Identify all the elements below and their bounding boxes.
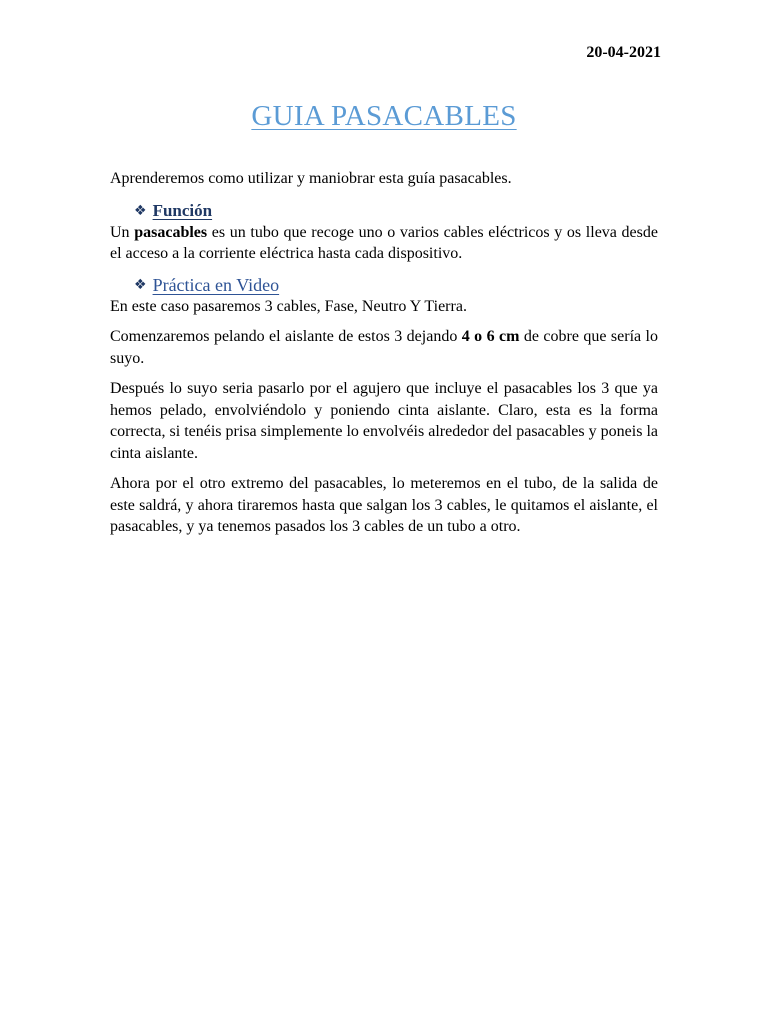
document-body [110,168,658,538]
video-paragraph-2-post: de cobre que sería lo suyo. [110,328,658,367]
diamond-bullet-icon: ❖ [134,202,147,219]
intro-paragraph: Aprenderemos como utilizar y maniobrar esta guía pasacables. [110,170,512,187]
diamond-bullet-icon: ❖ [134,276,147,293]
video-paragraph-1: En este caso pasaremos 3 cables, Fase, Neutro Y Tierra. [110,297,467,315]
video-paragraph-4: Ahora por el otro extremo del pasacables, lo meteremos en el tubo, de la salida de este saldrá, y ahora tiraremos hasta que salgan los 3 cables, le quitamos el aislante, el pasacables, y ya tenemos pasados los 3 cables de un tubo a otro. [110,475,658,535]
funcion-text-pre: Un [110,223,135,241]
funcion-text-post: es un tubo que recoge uno o varios cables eléctricos y os lleva desde el acceso a la corriente eléctrica hasta cada dispositivo. [110,223,658,262]
section-heading-funcion-label: Función [152,200,213,220]
document-title: GUIA PASACABLES [251,100,517,132]
video-paragraph-3: Después lo suyo seria pasarlo por el agujero que incluye el pasacables los 3 que ya hemos pelado, envolviéndolo y poniendo cinta aislante. Claro, esta es la forma correcta, si tenéis prisa simplemente lo envolvéis alrededor del pasacables y poneis la cinta aislante. [110,380,658,462]
video-paragraph-2 [110,326,658,369]
section-heading-video [134,274,658,296]
section-heading-video-label: Práctica en Video [152,274,280,295]
funcion-paragraph [110,222,658,265]
funcion-text-bold: pasacables [134,223,208,241]
video-paragraph-2-pre: Comenzaremos pelando el aislante de estos 3 dejando [110,328,462,345]
document-date: 20-04-2021 [586,44,661,61]
video-paragraph-2-bold: 4 o 6 cm [461,328,520,345]
section-heading-funcion [134,200,658,222]
